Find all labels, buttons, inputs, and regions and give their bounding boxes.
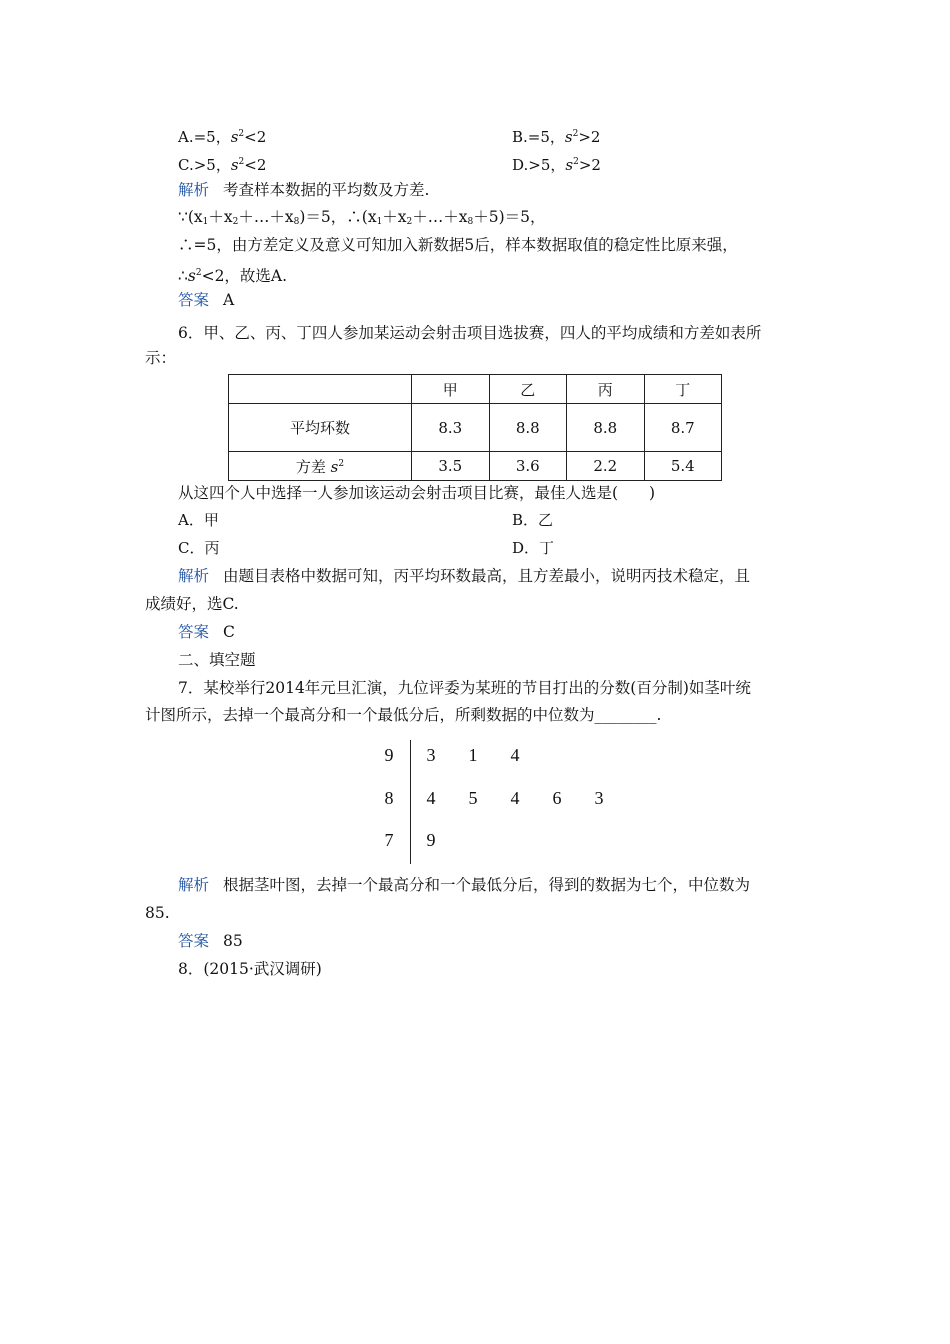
q6-stem-line-1: 6．甲、乙、丙、丁四人参加某运动会射击项目选拔赛，四人的平均成绩和方差如表所 [178, 324, 762, 342]
table-header-cell: 甲 [412, 375, 490, 404]
q8-stem: 8．(2015·武汉调研) [178, 960, 322, 978]
section-title: 二、填空题 [178, 651, 256, 669]
table-cell: 8.8 [489, 404, 567, 452]
leaf-value: 1 [468, 745, 478, 765]
q5-option-d: D.>5，$s^2>2$ [512, 156, 601, 174]
answer-label: 答案 [178, 932, 210, 950]
leaf-value: 3 [594, 788, 604, 808]
table-cell: 8.8 [567, 404, 645, 452]
q5-analysis-line-2: $\because(x_1+x_2+\dots+x_8)=5$，$\therefore(x_1+x_2+\dots+x_8+5)=5$， [178, 208, 546, 227]
q5-analysis-line-3: ∴=5，由方差定义及意义可知加入新数据5后，样本数据取值的稳定性比原来强， [178, 236, 738, 254]
stem-value: 7 [384, 830, 394, 850]
q7-analysis-line-1: 解析 根据茎叶图，去掉一个最高分和一个最低分后，得到的数据为七个，中位数为 [178, 876, 751, 894]
table-cell: 5.4 [644, 452, 722, 481]
q5-analysis-line-1: 解析 考查样本数据的平均数及方差. [178, 181, 430, 199]
leaf-value: 4 [510, 788, 520, 808]
leaf-value: 4 [426, 788, 436, 808]
leaf-value: 4 [510, 745, 520, 765]
table-header-cell [229, 375, 412, 404]
stem-value: 8 [384, 788, 394, 808]
stem-value: 9 [384, 745, 394, 765]
table-cell: 8.3 [412, 404, 490, 452]
answer-label: 答案 [178, 291, 210, 309]
table-row-label: 方差 $s^2$ [229, 452, 412, 481]
leaf-value: 6 [552, 788, 562, 808]
leaf-value: 3 [426, 745, 436, 765]
q5-analysis-line-4: $\therefore s^2<2$，故选A. [178, 267, 288, 285]
q6-option-d: D．丁 [512, 539, 555, 557]
q7-stem-line-1: 7．某校举行2014年元旦汇演，九位评委为某班的节目打出的分数(百分制)如茎叶统 [178, 679, 751, 697]
q6-option-c: C．丙 [178, 539, 220, 557]
analysis-label: 解析 [178, 876, 210, 894]
q6-question: 从这四个人中选择一人参加该运动会射击项目比赛，最佳人选是( ) [178, 484, 656, 502]
answer-label: 答案 [178, 623, 210, 641]
table-cell: 3.6 [489, 452, 567, 481]
table-header-cell: 丁 [644, 375, 722, 404]
q7-answer: 答案 85 [178, 932, 243, 950]
q6-answer: 答案 C [178, 623, 235, 641]
table-row-label: 平均环数 [229, 404, 412, 452]
q5-answer: 答案 A [178, 291, 235, 309]
q5-option-a: A.=5，$s^2<2$ [178, 128, 267, 146]
stem-and-leaf-plot [370, 740, 630, 864]
score-table [228, 374, 722, 481]
table-cell: 8.7 [644, 404, 722, 452]
analysis-label: 解析 [178, 181, 210, 199]
table-cell: 2.2 [567, 452, 645, 481]
q7-stem-line-2: 计图所示，去掉一个最高分和一个最低分后，所剩数据的中位数为________. [145, 706, 662, 724]
q5-option-c: C.>5，$s^2<2$ [178, 156, 267, 174]
q7-analysis-line-2: 85. [145, 904, 170, 922]
table-row [229, 452, 722, 481]
q6-option-b: B．乙 [512, 511, 554, 529]
q5-option-b: B.=5，$s^2>2$ [512, 128, 601, 146]
table-header-cell: 丙 [567, 375, 645, 404]
q6-stem-line-2: 示： [145, 349, 177, 367]
stem-divider [410, 740, 411, 864]
q6-analysis-line-1: 解析 由题目表格中数据可知，丙平均环数最高，且方差最小，说明丙技术稳定，且 [178, 567, 751, 585]
q6-option-a: A．甲 [178, 511, 219, 529]
leaf-value: 9 [426, 830, 436, 850]
table-row [229, 404, 722, 452]
table-cell: 3.5 [412, 452, 490, 481]
q6-analysis-line-2: 成绩好，选C. [145, 595, 239, 613]
table-header-cell: 乙 [489, 375, 567, 404]
leaf-value: 5 [468, 788, 478, 808]
analysis-label: 解析 [178, 567, 210, 585]
table-header-row [229, 375, 722, 404]
